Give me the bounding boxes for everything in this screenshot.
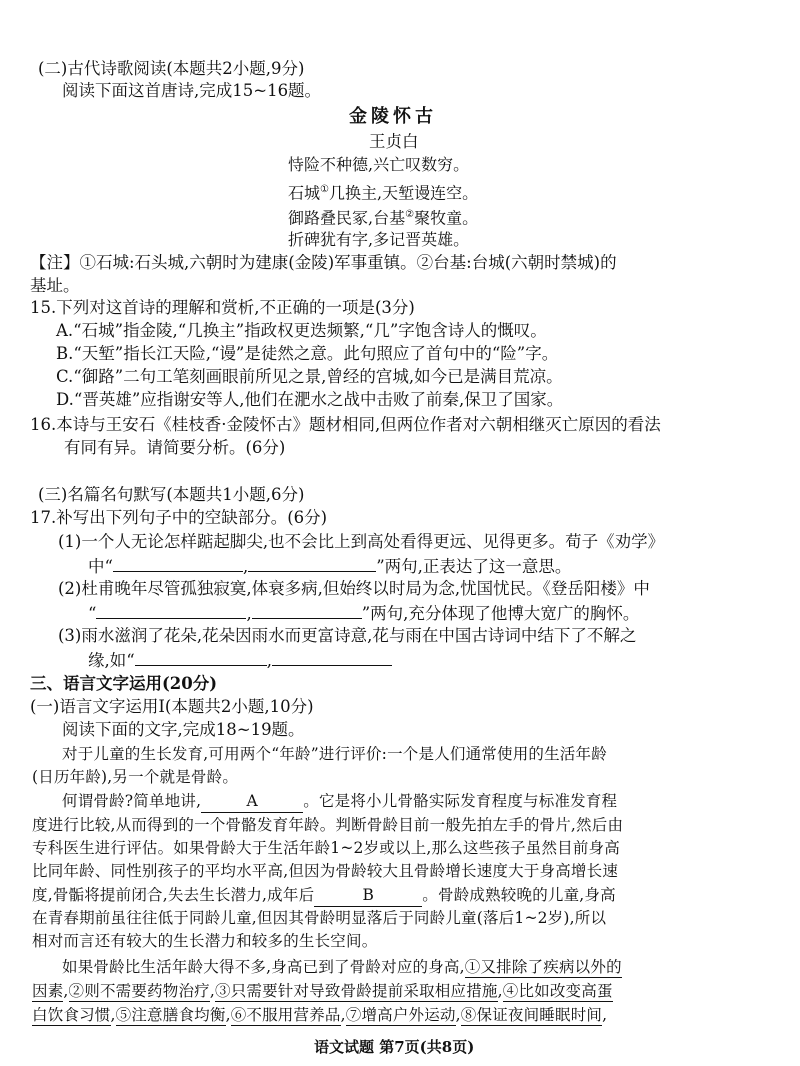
poem-line-3-part-b: 聚牧童。 — [414, 208, 479, 228]
question-17-part-1-line-2 — [88, 555, 571, 578]
underlined-segment-5: ⑤注意膳食均衡 — [115, 1006, 226, 1024]
blank-suffix: ”两句,正表达了这一意思。 — [376, 557, 572, 576]
comma: , — [225, 1006, 231, 1024]
section-heading-recitation: (三)名篇名句默写(本题共1小题,6分) — [38, 485, 305, 504]
passage-p3-line-1 — [62, 956, 622, 978]
comma: , — [209, 982, 215, 1000]
underlined-segment-1: ①又排除了疾病以外的 — [464, 958, 622, 976]
underlined-segment-3: ③只需要针对导致骨龄提前采取相应措施 — [215, 982, 498, 1000]
question-17-part-2-line-1: (2)杜甫晚年尽管孤独寂寞,体衰多病,但始终以时局为念,忧国忧民。《登岳阳楼》中 — [58, 579, 650, 598]
page-footer: 语文试题 第7页(共8页) — [314, 1038, 475, 1056]
comma: , — [602, 1006, 608, 1024]
passage-p2-line-3: 专科医生进行评估。如果骨龄大于生活年龄1~2岁或以上,那么这些孩子虽然目前身高 — [32, 839, 620, 857]
fill-blank-1b[interactable] — [248, 555, 376, 572]
fill-blank-3b[interactable] — [272, 649, 392, 666]
passage-text: 度,骨骺将提前闭合,失去生长潜力,成年后 — [32, 886, 315, 904]
poem-line-3-part-a: 御路叠民冢,台基 — [288, 208, 406, 228]
question-17-part-1-line-1: (1)一个人无论怎样踮起脚尖,也不会比上到高处看得更远、见得更多。荀子《劝学》 — [58, 532, 665, 551]
underlined-segment-1-cont: 因素 — [32, 982, 64, 1000]
poem-note-line-1: 【注】①石城:石头城,六朝时为建康(金陵)军事重镇。②台基:台城(六朝时禁城)的 — [30, 253, 617, 272]
passage-p2-line-6: 在青春期前虽往往低于同龄儿童,但因其骨龄明显落后于同龄儿童(落后1~2岁),所以 — [32, 909, 607, 927]
question-17-part-3-line-2 — [88, 649, 392, 672]
question-15-option-c: C.“御路”二句工笔刻画眼前所见之景,曾经的宫城,如今已是满目荒凉。 — [56, 367, 563, 386]
question-15-option-a: A.“石城”指金陵,“几换主”指政权更迭频繁,“几”字饱含诗人的慨叹。 — [56, 321, 547, 340]
fill-blank-1a[interactable] — [113, 555, 243, 572]
footnote-marker-2: ② — [405, 209, 415, 220]
passage-text: 何谓骨龄?简单地讲, — [62, 792, 202, 810]
poem-line-3 — [288, 204, 478, 229]
question-16-line-2: 有同有异。请简要分析。(6分) — [64, 438, 286, 457]
poem-title: 金陵怀古 — [349, 106, 437, 127]
question-16-line-1: 16.本诗与王安石《桂枝香·金陵怀古》题材相同,但两位作者对六朝相继灭亡原因的看法 — [30, 415, 661, 434]
passage-p2-line-7: 相对而言还有较大的生长潜力和较多的生长空间。 — [32, 932, 378, 950]
question-15-option-b: B.“天堑”指长江天险,“谩”是徒然之意。此句照应了首句中的“险”字。 — [56, 344, 559, 363]
language-use-subheading: (一)语言文字运用Ⅰ(本题共2小题,10分) — [30, 697, 314, 716]
underlined-segment-6: ⑥不服用营养品 — [230, 1006, 341, 1024]
part-3-heading: 三、语言文字运用(20分) — [30, 674, 218, 693]
underlined-segment-8: ⑧保证夜间睡眠时间 — [460, 1006, 603, 1024]
comma: , — [497, 982, 503, 1000]
question-17-part-2-line-2 — [88, 602, 639, 625]
poem-line-4: 折碑犹有字,多记晋英雄。 — [288, 230, 470, 249]
underlined-segment-4-cont: 白饮食习惯 — [32, 1006, 111, 1024]
passage-text: 。它是将小儿骨骼实际发育程度与标准发育程 — [303, 792, 618, 810]
poem-line-2-part-b: 几换主,天堑谩连空。 — [328, 183, 479, 203]
passage-p1-line-2: (日历年龄),另一个就是骨龄。 — [32, 768, 239, 786]
language-use-instructions: 阅读下面的文字,完成18~19题。 — [62, 720, 305, 739]
question-17-part-3-line-1: (3)雨水滋润了花朵,花朵因雨水而更富诗意,花与雨在中国古诗词中结下了不解之 — [58, 626, 637, 645]
comma: , — [340, 1006, 346, 1024]
comma: , — [63, 982, 69, 1000]
passage-text: 如果骨龄比生活年龄大得不多,身高已到了骨龄对应的身高, — [62, 958, 465, 976]
blank-a[interactable]: A — [201, 790, 303, 813]
poem-note-line-2: 基址。 — [30, 276, 80, 295]
blank-b[interactable]: B — [314, 884, 422, 907]
poem-line-2-part-a: 石城 — [288, 183, 321, 203]
fill-blank-2a[interactable] — [96, 602, 246, 619]
underlined-segment-2: ②则不需要药物治疗 — [68, 982, 210, 1000]
poem-line-2 — [288, 179, 478, 204]
footnote-marker-1: ① — [320, 184, 329, 195]
blank-separator: , — [242, 557, 249, 576]
passage-p3-line-3 — [32, 1004, 607, 1026]
question-15-stem: 15.下列对这首诗的理解和赏析,不正确的一项是(3分) — [30, 298, 415, 317]
section-heading-poetry: (二)古代诗歌阅读(本题共2小题,9分) — [38, 59, 305, 78]
blank-suffix: ”两句,充分体现了他博大宽广的胸怀。 — [361, 604, 640, 623]
passage-p2-line-4: 比同年龄、同性别孩子的平均水平高,但因为骨龄较大且骨龄增长速度大于身高增长速 — [32, 862, 619, 880]
passage-p2-line-1 — [62, 790, 617, 813]
question-15-option-d: D.“晋英雄”应指谢安等人,他们在淝水之战中击败了前秦,保卫了国家。 — [56, 390, 564, 409]
blank-separator: , — [246, 604, 252, 623]
passage-p2-line-5 — [32, 884, 616, 907]
comma: , — [455, 1006, 461, 1024]
underlined-segment-4: ④比如改变高蛋 — [502, 982, 613, 1000]
passage-p2-line-2: 度进行比较,从而得到的一个骨骼发育年龄。判断骨龄目前一般先拍左手的骨片,然后由 — [32, 816, 624, 834]
passage-p1-line-1: 对于儿童的生长发育,可用两个“年龄”进行评价:一个是人们通常使用的生活年龄 — [62, 745, 607, 763]
blank-separator: , — [266, 651, 272, 670]
quote-open: “ — [88, 604, 97, 623]
question-17-stem: 17.补写出下列句子中的空缺部分。(6分) — [30, 508, 328, 527]
poetry-instructions: 阅读下面这首唐诗,完成15~16题。 — [62, 81, 322, 100]
fill-blank-2b[interactable] — [252, 602, 362, 619]
poem-author: 王贞白 — [369, 132, 419, 151]
quote-open: 缘,如“ — [88, 651, 135, 670]
quote-open: 中“ — [88, 557, 113, 576]
comma: , — [110, 1006, 116, 1024]
underlined-segment-7: ⑦增高户外运动 — [345, 1006, 456, 1024]
passage-text: 。骨龄成熟较晚的儿童,身高 — [422, 886, 616, 904]
fill-blank-3a[interactable] — [135, 649, 267, 666]
passage-p3-line-2 — [32, 980, 613, 1002]
poem-line-1: 恃险不种德,兴亡叹数穷。 — [288, 155, 470, 174]
